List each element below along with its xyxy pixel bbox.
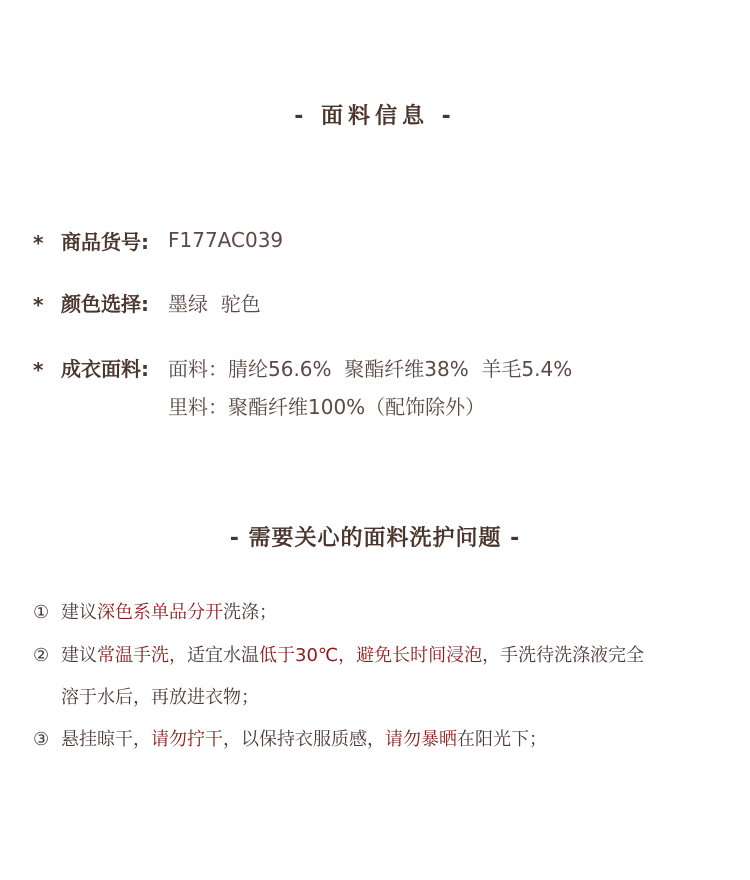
sku-value: F177AC039 <box>168 228 284 252</box>
bullet-star: * <box>33 358 44 382</box>
fabric-row <box>33 352 572 382</box>
fabric-label: 成衣面料: <box>61 356 149 381</box>
care-number: ② <box>33 645 50 666</box>
fabric-info-title: - 面料信息 - <box>294 104 456 129</box>
sku-row <box>33 225 283 255</box>
care-text: 溶于水后，再放进衣物； <box>61 687 259 708</box>
care-highlight: 常温手洗 <box>97 645 169 666</box>
care-text: 在阳光下； <box>457 729 547 750</box>
care-text: 洗涤； <box>223 602 277 623</box>
fabric-shell-value: 面料：腈纶56.6% 聚酯纤维38% 羊毛5.4% <box>168 356 573 381</box>
color-row <box>33 287 261 317</box>
bullet-star: * <box>33 293 44 317</box>
care-text: ，手洗待洗涤液完全 <box>482 645 645 666</box>
care-highlight: 深色系单品分开 <box>97 602 223 623</box>
sku-label: 商品货号: <box>61 229 149 254</box>
color-value: 墨绿 驼色 <box>168 291 261 316</box>
care-number: ③ <box>33 729 50 750</box>
care-item-1 <box>33 598 723 624</box>
fabric-lining-value: 里料：聚酯纤维100%（配饰除外） <box>168 394 486 419</box>
care-item-2 <box>33 641 723 667</box>
fabric-lining-row <box>168 390 485 420</box>
care-text: ，以保持衣服质感， <box>223 729 385 750</box>
care-highlight: 请勿暴晒 <box>385 729 457 750</box>
color-label: 颜色选择: <box>61 291 149 316</box>
care-text: ，适宜水温 <box>169 645 259 666</box>
bullet-star: * <box>33 231 44 255</box>
care-item-3 <box>33 725 723 751</box>
care-highlight: 请勿拧干 <box>151 729 223 750</box>
care-title: - 需要关心的面料洗护问题 - <box>229 526 521 551</box>
care-highlight: 低于30℃，避免长时间浸泡 <box>259 645 483 666</box>
care-text: 建议 <box>61 645 97 666</box>
care-number: ① <box>33 602 50 623</box>
care-text: 建议 <box>61 602 97 623</box>
care-text: 悬挂晾干， <box>61 729 151 750</box>
care-item-2-continued <box>61 683 750 709</box>
